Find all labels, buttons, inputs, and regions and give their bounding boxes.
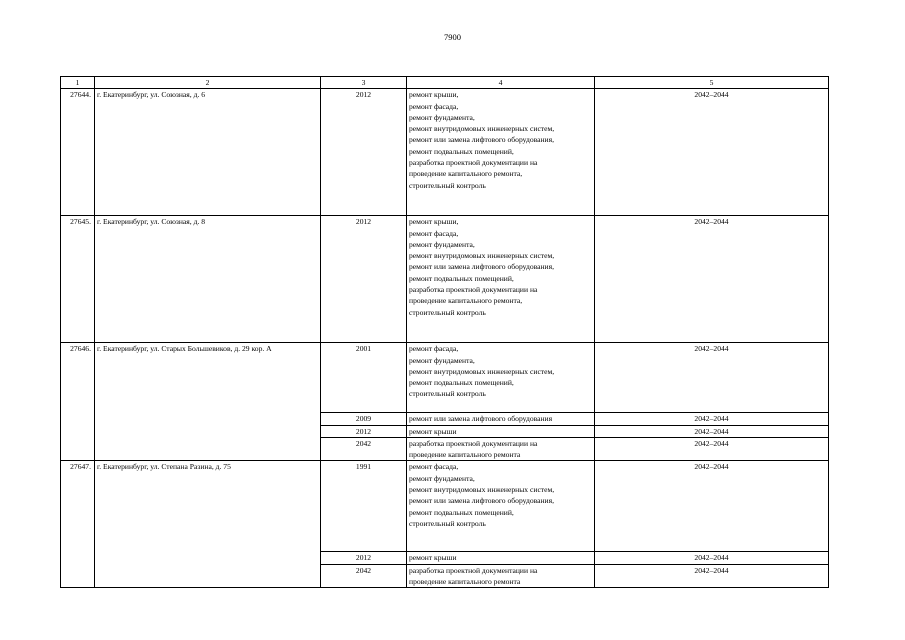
table-row [61,461,829,552]
table-row [61,343,829,413]
entry-number: 27645. [61,216,95,343]
works-cell [407,89,595,216]
period-cell: 2042–2044 [595,413,829,425]
work-item: разработка проектной документации на [409,158,538,168]
works-cell [407,425,595,437]
year-cell: 2009 [321,413,407,425]
year-cell: 2012 [321,216,407,343]
year-cell: 2042 [321,564,407,588]
entry-number: 27644. [61,89,95,216]
work-item: ремонт подвальных помещений, [409,507,514,517]
entry-address: г. Екатеринбург, ул. Степана Разина, д. 75 [95,461,321,588]
work-item: ремонт внутридомовых инженерных систем, [409,124,555,134]
works-cell [407,343,595,413]
work-item: строительный контроль [409,307,486,317]
works-cell [407,413,595,425]
year-cell: 2012 [321,552,407,564]
works-cell [407,564,595,588]
repair-schedule-table [60,76,829,588]
header-cell-4: 4 [407,77,595,89]
works-cell [407,437,595,461]
header-cell-3: 3 [321,77,407,89]
page-number: 7900 [444,32,461,42]
work-item: разработка проектной документации на [409,438,538,448]
work-item: проведение капитального ремонта [409,577,521,587]
year-cell: 2001 [321,343,407,413]
period-cell: 2042–2044 [595,552,829,564]
work-item: ремонт фундамента, [409,355,475,365]
period-cell: 2042–2044 [595,89,829,216]
work-item: ремонт подвальных помещений, [409,146,514,156]
work-item: ремонт или замена лифтового оборудования [409,414,553,424]
work-item: разработка проектной документации на [409,285,538,295]
entry-number: 27646. [61,343,95,461]
entry-address: г. Екатеринбург, ул. Старых Большевиков, д. 29 кор. А [95,343,321,461]
work-item: проведение капитального ремонта, [409,296,523,306]
work-item: ремонт подвальных помещений, [409,378,514,388]
table-row [61,89,829,216]
work-item: ремонт фундамента, [409,239,475,249]
year-cell: 2012 [321,89,407,216]
work-item: ремонт крыши [409,553,457,563]
year-cell: 2012 [321,425,407,437]
year-cell: 2042 [321,437,407,461]
works-cell [407,552,595,564]
work-item: ремонт внутридомовых инженерных систем, [409,485,555,495]
works-cell [407,216,595,343]
work-item: ремонт внутридомовых инженерных систем, [409,366,555,376]
entry-number: 27647. [61,461,95,588]
table-row [61,216,829,343]
period-cell: 2042–2044 [595,425,829,437]
work-item: ремонт крыши, [409,90,459,100]
work-item: ремонт фундамента, [409,112,475,122]
works-cell [407,461,595,552]
work-item: ремонт крыши, [409,217,459,227]
period-cell: 2042–2044 [595,564,829,588]
work-item: проведение капитального ремонта [409,450,521,460]
work-item: ремонт подвальных помещений, [409,273,514,283]
table-body [61,77,829,588]
work-item: ремонт фасада, [409,228,459,238]
period-cell: 2042–2044 [595,461,829,552]
header-cell-1: 1 [61,77,95,89]
work-item: ремонт фасада, [409,462,459,472]
work-item: строительный контроль [409,180,486,190]
header-cell-5: 5 [595,77,829,89]
work-item: ремонт фундамента, [409,473,475,483]
work-item: строительный контроль [409,389,486,399]
work-item: ремонт фасада, [409,101,459,111]
work-item: ремонт или замена лифтового оборудования, [409,496,554,506]
period-cell: 2042–2044 [595,343,829,413]
work-item: разработка проектной документации на [409,565,538,575]
period-cell: 2042–2044 [595,437,829,461]
work-item: ремонт фасада, [409,344,459,354]
header-row [61,77,829,89]
work-item: строительный контроль [409,518,486,528]
work-item: ремонт или замена лифтового оборудования, [409,262,554,272]
year-cell: 1991 [321,461,407,552]
entry-address: г. Екатеринбург, ул. Союзная, д. 8 [95,216,321,343]
header-cell-2: 2 [95,77,321,89]
work-item: проведение капитального ремонта, [409,169,523,179]
entry-address: г. Екатеринбург, ул. Союзная, д. 6 [95,89,321,216]
work-item: ремонт внутридомовых инженерных систем, [409,251,555,261]
period-cell: 2042–2044 [595,216,829,343]
work-item: ремонт крыши [409,426,457,436]
work-item: ремонт или замена лифтового оборудования, [409,135,554,145]
